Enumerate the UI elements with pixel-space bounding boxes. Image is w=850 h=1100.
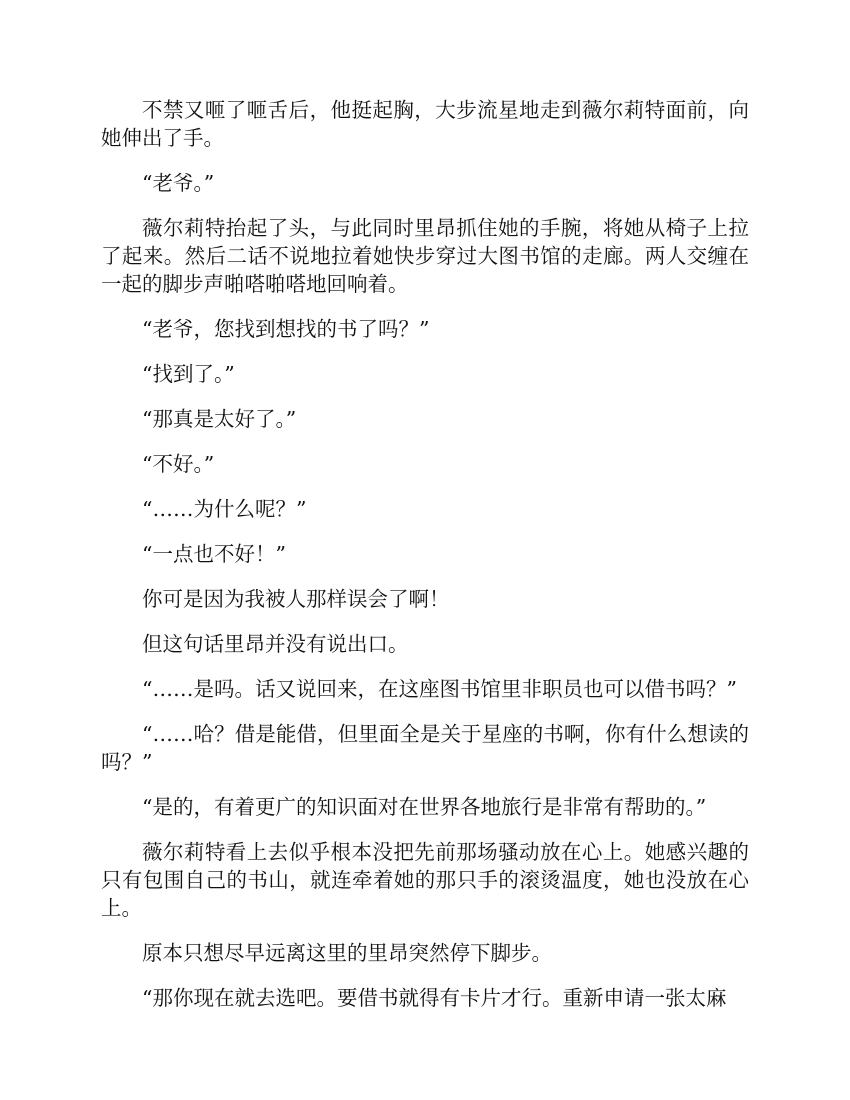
paragraph: “……是吗。话又说回来，在这座图书馆里非职员也可以借书吗？” [142, 677, 737, 701]
paragraph: “那你现在就去选吧。要借书就得有卡片才行。重新申请一张太麻 [142, 986, 727, 1010]
paragraph: “一点也不好！” [142, 542, 286, 566]
paragraph: “老爷。” [142, 171, 215, 195]
paragraph: 原本只想尽早远离这里的里昂突然停下脚步。 [142, 941, 552, 965]
paragraph: 你可是因为我被人那样误会了啊！ [142, 587, 450, 611]
paragraph: 但这句话里昂并没有说出口。 [142, 632, 409, 656]
paragraph: “那真是太好了。” [142, 407, 297, 431]
paragraph: “是的，有着更广的知识面对在世界各地旅行是非常有帮助的。” [142, 795, 707, 819]
paragraph: 薇尔莉特抬起了头，与此同时里昂抓住她的手腕，将她从椅子上拉了起来。然后二话不说地拉着她快步穿过大图书馆的走廊。两人交缠在一起的脚步声啪嗒啪嗒地回响着。 [101, 216, 749, 296]
paragraph: “找到了。” [142, 362, 235, 386]
paragraph: 不禁又咂了咂舌后，他挺起胸，大步流星地走到薇尔莉特面前，向她伸出了手。 [101, 98, 749, 150]
paragraph: 薇尔莉特看上去似乎根本没把先前那场骚动放在心上。她感兴趣的只有包围自己的书山，就连牵着她的那只手的滚烫温度，她也没放在心上。 [101, 840, 749, 920]
paragraph: “……哈？借是能借，但里面全是关于星座的书啊，你有什么想读的吗？” [101, 722, 749, 774]
paragraph: “老爷，您找到想找的书了吗？” [142, 317, 430, 341]
paragraph: “……为什么呢？” [142, 497, 307, 521]
document-page [101, 96, 749, 1029]
paragraph: “不好。” [142, 452, 215, 476]
